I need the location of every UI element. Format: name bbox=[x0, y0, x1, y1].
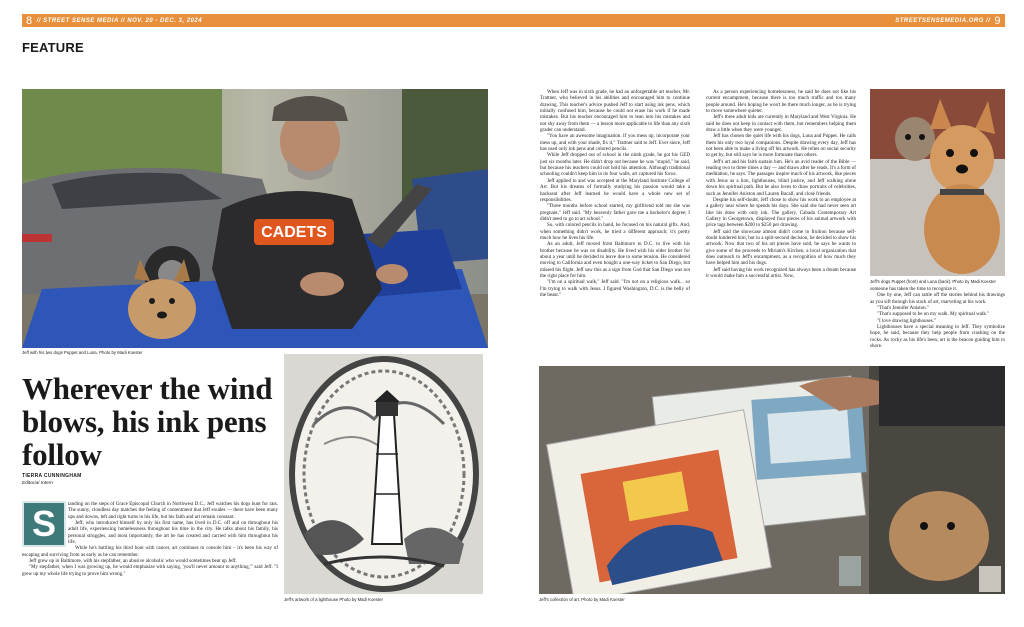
art-collection-image bbox=[539, 366, 1005, 594]
drop-cap: S bbox=[22, 501, 66, 547]
paragraph: Jeff grew up in Baltimore, with his stepfather, an abusive alcoholic who would sometimes beat up Jeff. bbox=[29, 558, 237, 565]
art-collection-caption: Jeff's collection of art. Photo by Madi Koester bbox=[539, 597, 625, 602]
article-headline: Wherever the wind blows, his ink pens follow bbox=[22, 371, 273, 472]
left-page-number: 8 bbox=[26, 14, 33, 27]
right-page-number: 9 bbox=[994, 14, 1001, 27]
paragraph: someone has taken the time to recognize it. bbox=[870, 286, 958, 292]
paragraph: When Jeff was in sixth grade, he had an unforgettable art teacher, Mr. Trattner, who believed in his abilities and encouraged him to continue drawing. This teacher's advice pushed Jeff to start using ink pens, which initially confused him, because he could not erase his work if he made mistakes. But his teacher encouraged him to lean into his mistakes and not shy away from them — a lesson more applicable to life than any sixth grader can understand. bbox=[540, 89, 690, 134]
paragraph: As a person experiencing homelessness, he said he does not like his current encampment, because there is too much traffic and too many people around. He's hoping he won't be there much longer, as he is trying to move somewhere quieter. bbox=[706, 89, 856, 115]
main-photo bbox=[22, 89, 488, 348]
paragraph: While he's battling his third bout with cancer, art continues to console him – it's been his way of escaping and surviving from as early as he can remember. bbox=[22, 545, 278, 558]
paragraph: Jeff has chosen the quiet life with his dogs, Luna and Puppet. He calls them his only two loyal companions. Despite drawing every day, Jeff has not been able to make a living off his artwork. He relies on social security to get by, but still says he is more fortunate than others. bbox=[706, 133, 856, 159]
sweatshirt-logo-text: CADETS bbox=[261, 224, 327, 241]
dogs-photo-image bbox=[870, 89, 1005, 276]
article-column-3 bbox=[706, 89, 856, 361]
dogs-photo bbox=[870, 89, 1005, 276]
paragraph: "You have an awesome imagination. If you mess up, incorporate your mess up, and with your shade, fix it," Trattner said to Jeff. Ever since, Jeff has used only ink pens and colored pencils. bbox=[540, 133, 690, 153]
paragraph: While Jeff dropped out of school in the ninth grade, he got his GED just six months later. He didn't drop out because he was "stupid," he said, but because his teachers could not hold his attention. Although traditional schooling couldn't keep him in its four walls, art captured his focus. bbox=[540, 152, 690, 178]
lighthouse-artwork-image bbox=[284, 354, 483, 594]
drop-cap-spacer bbox=[22, 501, 68, 549]
main-photo-image bbox=[22, 89, 488, 348]
page-header-banner bbox=[22, 14, 1005, 27]
paragraph: "I love drawing lighthouses." bbox=[877, 317, 937, 324]
paragraph: As an adult, Jeff moved from Baltimore to D.C. to live with his brother because he was on disability. He lived with his older brother for about a year until he decided to leave due to some tension. He considered moving to California and even bought a one-way ticket to San Diego, but missed his flight. Jeff saw this as a sign from God that San Diego was not the right place for him. bbox=[540, 241, 690, 279]
paragraph: Jeff, who introduced himself by only his first name, has lived in D.C. off and on throughout his adult life, experiencing homelessness throughout his time in the city. He talks about his family, his personal struggles, and most importantly, the art he has created and carried with him throughout his life. bbox=[68, 520, 278, 546]
paragraph: Jeff said the showcase almost didn't come to fruition because self-doubt hindered him, but in a split-second decision, he decided to show his artwork. Now that two of his art pieces have sold, he says he wants to give some of the proceeds to Miriam's Kitchen, a local organization that does outreach to Jeff's encampment, as a recognition of how much they have helped him and his dogs. bbox=[706, 228, 856, 267]
website-url: STREETSENSEMEDIA.ORG // bbox=[895, 17, 991, 24]
paragraph: "Three months before school started, my girlfriend told me she was pregnant," Jeff said. "My heavenly father gave me a bachelor's degree; I didn't need to go to art school." bbox=[540, 203, 690, 222]
main-photo-caption: Jeff with his two dogs Puppet and Luna. Photo by Madi Koester bbox=[22, 350, 143, 355]
paragraph: Jeff applied to and was accepted at the Maryland Institute College of Art. But his dreams of formally studying his passion would take a backseat after Jeff learned he would have a whole new set of responsibilities. bbox=[540, 177, 690, 203]
paragraph: So, with colored pencils in hand, he focused on his natural gifts. And, when something didn't work, he tried a different approach; it's pretty much how he lives his life. bbox=[540, 222, 690, 241]
paragraph: tanding on the steps of Grace Episcopal Church in Northwest D.C., Jeff watches his dogs hunt for rats. The sunny, cloudless day matches the feeling of contentment that Jeff exudes — there have been many ups and downs, left and right turns in his life, but his faith and art remain constant. bbox=[68, 501, 278, 520]
paragraph: "That's supposed to be on my walk. My spiritual walk." bbox=[877, 311, 990, 318]
article-column-2 bbox=[540, 89, 690, 361]
art-collection-photo bbox=[539, 366, 1005, 594]
paragraph: Despite his self-doubt, Jeff chose to show his work to an employee at a gallery near where he spends his days. She said she had never seen art like his done with only ink. The gallery, Cabada Contemporary Art Gallery in Georgetown, displayed four pieces of his animal artwork with price tags between $200 to $250 per drawing. bbox=[706, 196, 856, 229]
article-column-1 bbox=[22, 501, 278, 621]
section-label: FEATURE bbox=[22, 40, 84, 55]
lighthouse-caption: Jeff's artwork of a lighthouse Photo by Madi Koester bbox=[284, 597, 383, 602]
article-column-4 bbox=[870, 286, 1005, 362]
byline-author: TIERRA CUNNINGHAM bbox=[22, 473, 82, 479]
paragraph: Jeff said having his work recognized has always been a dream because it would make him a successful artist. Now, bbox=[706, 266, 856, 279]
paragraph: One by one, Jeff can rattle off the stories behind his drawings as you sift through his stack of art, marveling at his work. bbox=[870, 292, 1005, 305]
paragraph: "My stepfather, when I was growing up, he would emphasize with saying, 'you'll never amount to anything,'" said Jeff. "I grew up my whole life trying to prove him wrong." bbox=[22, 564, 278, 577]
lighthouse-artwork-photo bbox=[284, 354, 483, 594]
issue-info: // STREET SENSE MEDIA // NOV. 20 - DEC. 3, 2024 bbox=[36, 17, 203, 24]
dogs-caption: Jeff's dogs Puppet (front) and Luna (back). Photo by Madi Koester bbox=[870, 279, 996, 284]
paragraph: Lighthouses have a special meaning to Jeff. They symbolize hope, he said, because they help people from crashing on the rocks. As rocky as his life's been, art is the beacon guiding him to shore. bbox=[870, 324, 1005, 350]
paragraph: "That's Jennifer Aniston." bbox=[877, 305, 929, 312]
paragraph: Jeff's three adult kids are currently in Maryland and West Virginia. He said he does not keep in contact with them, but remembers helping them draw a little when they were younger. bbox=[706, 114, 856, 134]
byline-role: Editorial Intern bbox=[22, 481, 53, 486]
paragraph: Jeff's art and his faith sustain him. He's an avid reader of the Bible — reading two to three times a day — and draws after he reads. It's a form of meditation, he says. The passages inspire much of his artwork, like pieces with Jesus as a lion, lighthouses, blind justice, and Jeff walking alone down his spiritual path. But he also loves to draw portraits of celebrities, such as Jennifer Aniston and Lauren Bacall, and close friends. bbox=[706, 158, 856, 197]
paragraph: "I'm on a spiritual walk," Jeff said. "I'm not on a religious walk... so I'm trying to walk with Jesus. I figured Washington, D.C. is the belly of the beast." bbox=[540, 279, 690, 298]
